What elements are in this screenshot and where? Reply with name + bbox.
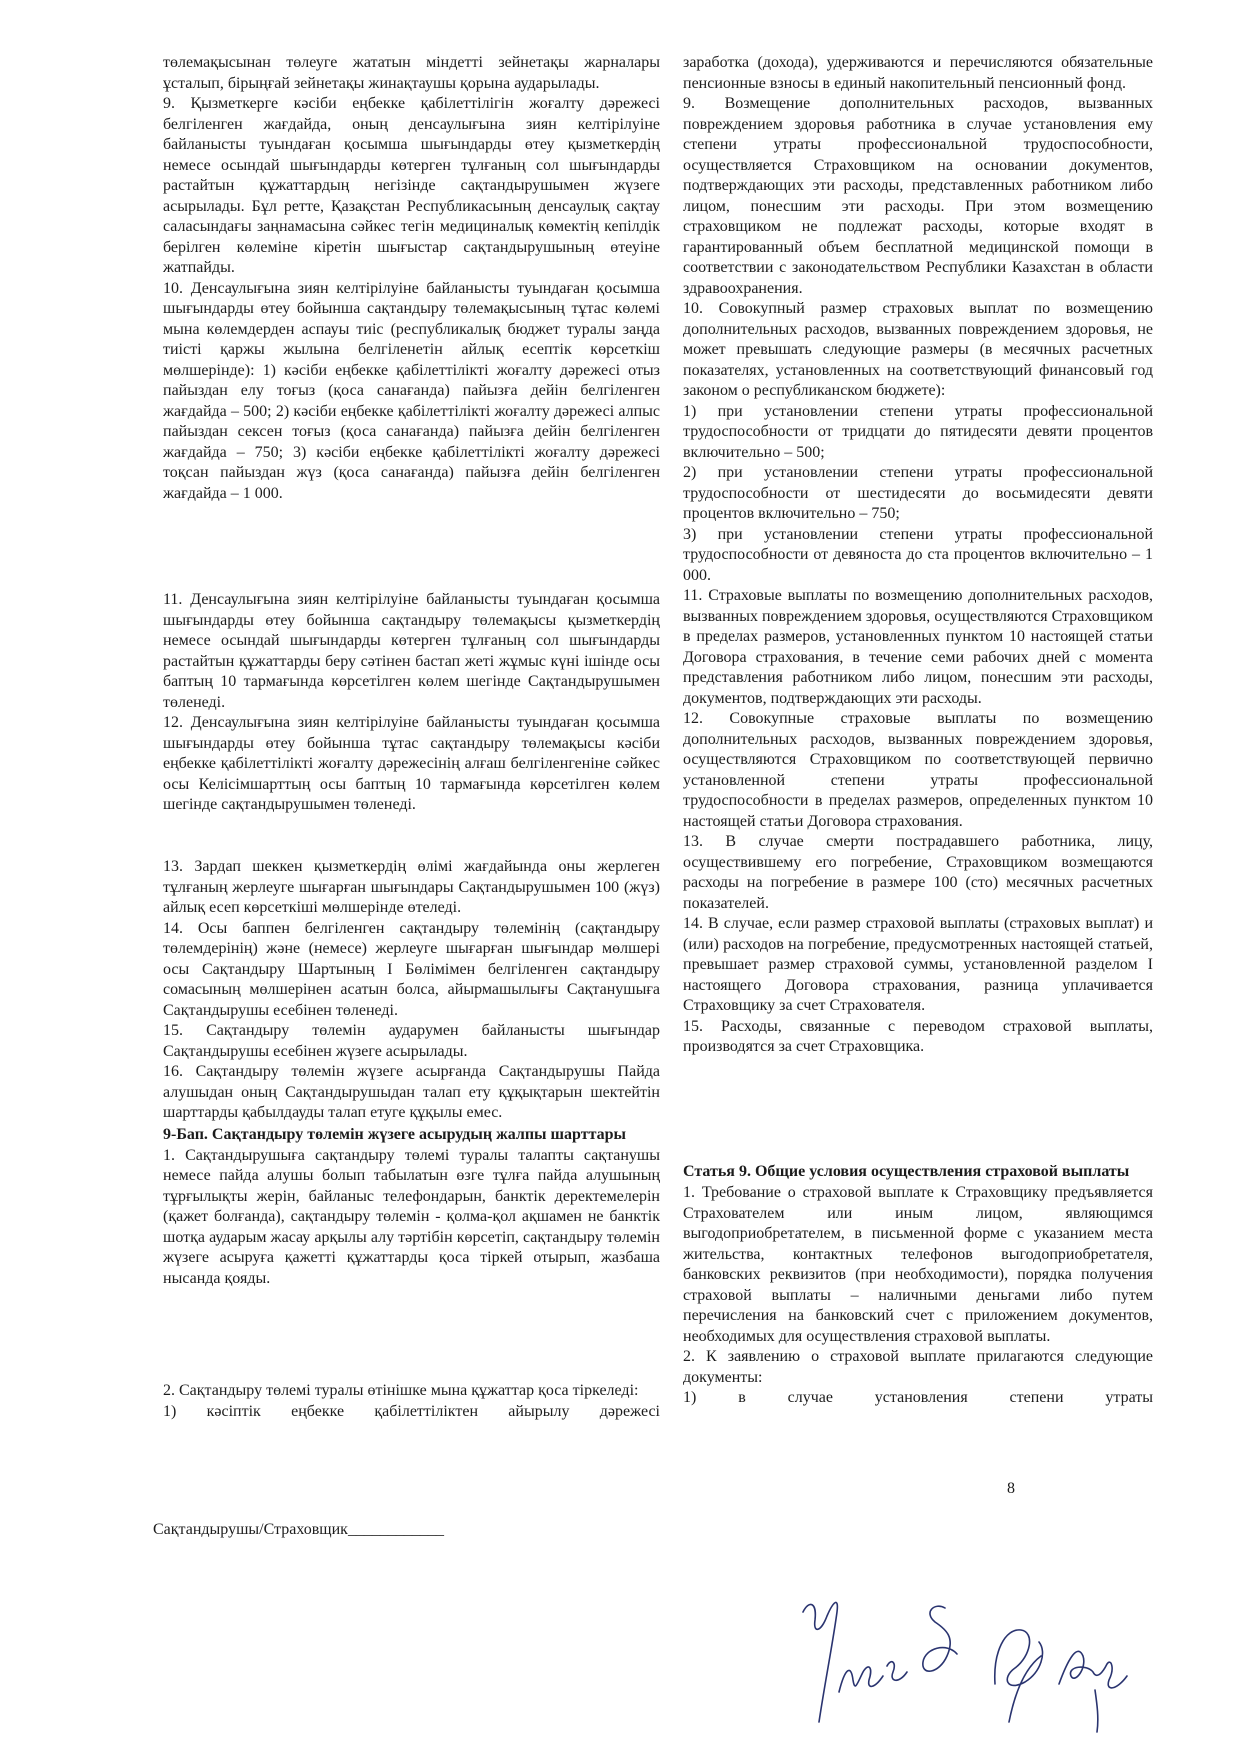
russian-paragraph-continuation: заработка (дохода), удерживаются и перечисляются обязательные пенсионные взносы в единый накопительный пенсионный фонд. [683, 54, 1153, 92]
kazakh-paragraph-13: 13. Зардап шеккен қызметкердің өлімі жағдайында оны жерлеген тұлғаның жерлеуге шығарған шығындары Сақтандырушымен 100 (жүз) айлық есеп көрсеткіші мөлшерінде өтеледі. [163, 858, 660, 916]
kazakh-article-9-item-1: 1) кәсіптік еңбекке қабілеттіліктен айырылу дәрежесі [163, 1402, 660, 1420]
signature-stroke-4 [923, 1606, 957, 1671]
page-number: 8 [1007, 1480, 1015, 1497]
russian-paragraph-10-item-3: 3) при установлении степени утраты профессиональной трудоспособности от девяноста до ста процентов включительно – 1 000. [683, 525, 1153, 584]
kazakh-paragraph-continuation: төлемақысынан төлеуге жататын міндетті зейнетақы жарналары ұсталып, бірыңғай зейнетақы жинақтаушы қорына аударылады. [163, 54, 660, 92]
signature-stroke-2 [839, 1667, 883, 1692]
signature-stroke-1 [803, 1602, 837, 1722]
kazakh-column-block-d [163, 1381, 660, 1422]
russian-article-9-heading: Статья 9. Общие условия осуществления страховой выплаты [683, 1163, 1130, 1180]
russian-column-block-b [683, 1161, 1153, 1409]
kazakh-paragraph-11: 11. Денсаулығына зиян келтірілуіне байланысты туындаған қосымша шығындарды өтеу бойынша сақтандыру төлемақысы қызметкердің немесе осындай шығындарды көтерген тұлғаның сол шығындарды растайтын құжаттарды беру сәтінен бастап жеті жұмыс күні ішінде осы баптың 10 тармағында көрсетілген көлем шегінде Сақтандырушымен төленеді. [163, 591, 660, 711]
signature-stroke-6 [1059, 1651, 1127, 1732]
kazakh-article-9-paragraph-1: 1. Сақтандырушыға сақтандыру төлемі туралы талапты сақтанушы немесе пайда алушы болып табылатын өзге тұлға пайда алушының тұрғылықты жерін, байланыс телефондарын, банктік деректемелерін (қажет болғанда), сақтандыру төлемін - қолма-қол ақшамен не банктік шотқа аударым жасау арқылы алу тәртібін көрсетіп, сақтандыру төлемін жүзеге асыруға қажетті құжаттарды қоса тіркей отырып, жазбаша нысанда қояды. [163, 1146, 660, 1287]
kazakh-paragraph-15: 15. Сақтандыру төлемін аударумен байланысты шығындар Сақтандырушы есебінен жүзеге асырылады. [163, 1022, 660, 1060]
kazakh-paragraph-14: 14. Осы баппен белгіленген сақтандыру төлемінің (сақтандыру төлемдерінің) және (немесе) жерлеуге шығарған шығындар мөлшері осы Сақтандыру Шартының I Бөлімімен белгіленген сақтандыру сомасының мөлшерінен асатын болса, айырмашылығы Сақтанушыға Сақтандырушы есебінен төленеді. [163, 919, 660, 1019]
russian-paragraph-10-item-2: 2) при установлении степени утраты профессиональной трудоспособности от шестидесяти до восьмидесяти девяти процентов включительно – 750; [683, 464, 1153, 522]
russian-paragraph-15: 15. Расходы, связанные с переводом страховой выплаты, производятся за счет Страховщика. [683, 1017, 1153, 1055]
kazakh-article-9-paragraph-2: 2. Сақтандыру төлемі туралы өтінішке мына құжаттар қоса тіркеледі: [163, 1382, 639, 1399]
russian-column-block-a [683, 53, 1153, 1058]
kazakh-paragraph-16: 16. Сақтандыру төлемін жүзеге асырғанда Сақтандырушы Пайда алушыдан оның Сақтандырушыдан талап ету құқықтарын шектейтін шарттарды қабылдауды талап етуге құқылы емес. [163, 1063, 660, 1121]
russian-article-9-paragraph-1: 1. Требование о страховой выплате к Страховщику предъявляется Страхователем или иным лицом, являющимся выгодоприобретателем, в письменной форме с указанием места жительства, контактных телефонов выгодоприобретателя, банковских реквизитов (при необходимости), порядка получения страховой выплаты – наличными деньгами либо путем перечисления на банковский счет с приложением документов, необходимых для осуществления страховой выплаты. [683, 1184, 1153, 1345]
signature-stroke-5 [995, 1630, 1043, 1722]
russian-paragraph-10: 10. Совокупный размер страховых выплат по возмещению дополнительных расходов, вызванных повреждением здоровья, не может превышать следующие размеры (в месячных расчетных показателях, установленных на соответствующий финансовый год законом о республиканском бюджете): [683, 300, 1153, 399]
russian-paragraph-10-item-1: 1) при установлении степени утраты профессиональной трудоспособности от тридцати до пятидесяти девяти процентов включительно – 500; [683, 402, 1153, 461]
russian-article-9-paragraph-2: 2. К заявлению о страховой выплате прилагаются следующие документы: [683, 1348, 1153, 1386]
russian-paragraph-13: 13. В случае смерти пострадавшего работника, лицу, осуществившему его погребение, Страховщиком возмещаются расходы на погребение в размере 100 (сто) месячных расчетных показателей. [683, 833, 1153, 912]
russian-paragraph-9: 9. Возмещение дополнительных расходов, вызванных повреждением здоровья работника в случае установления ему степени утраты профессиональной трудоспособности, осуществляется Страховщиком на основании документов, подтверждающих эти расходы, представленных работником либо лицом, понесшим эти расходы. При этом возмещению страховщиком не подлежат расходы, которые входят в гарантированный объем бесплатной медицинской помощи в соответствии с законодательством Республики Казахстан в области здравоохранения. [683, 95, 1153, 297]
russian-paragraph-12: 12. Совокупные страховые выплаты по возмещению дополнительных расходов, вызванных повреждением здоровья, осуществляются Страховщиком по соответствующей первично установленной степени утраты профессиональной трудоспособности в пределах размеров, определенных пунктом 10 настоящей статьи Договора страхования. [683, 710, 1153, 830]
russian-paragraph-14: 14. В случае, если размер страховой выплаты (страховых выплат) и (или) расходов на погребение, предусмотренных настоящей статьей, превышает размер страховой суммы, установленной разделом I настоящего Договора страхования, разница уплачивается Страховщику за счет Страхователя. [683, 915, 1153, 1014]
insurer-signature-line: Сақтандырушы/Страховщик____________ [153, 1521, 444, 1538]
kazakh-paragraph-10: 10. Денсаулығына зиян келтірілуіне байланысты туындаған қосымша шығындарды өтеу бойынша сақтандыру төлемақысының тұтас көлемі мына көлемдерден аспауы тиіс (республикалық бюджет туралы заңда тиісті қаржы жылына белгіленетін айлық есептік көрсеткіш мөлшерінде): 1) кәсіби еңбекке қабілеттілікті жоғалту дәрежесі отыз пайыздан елу тоғыз (қоса санағанда) пайызға дейін белгіленген жағдайда – 500; 2) кәсіби еңбекке қабілеттілікті жоғалту дәрежесі алпыс пайыздан сексен тоғыз (қоса санағанда) пайызға дейін белгіленген жағдайда – 750; 3) кәсіби еңбекке қабілеттілікті жоғалту дәрежесі тоқсан пайыздан жүз (қоса санағанда) пайызға дейін белгіленген жағдайда – 1 000. [163, 279, 660, 502]
kazakh-paragraph-12: 12. Денсаулығына зиян келтірілуіне байланысты туындаған қосымша шығындарды өтеу бойынша тұтас сақтандыру төлемақысы кәсіби еңбекке қабілеттілікті жоғалту дәрежесінің алғаш белгіленгеніне сәйкес осы Келісімшарттың осы баптың 10 тармағында көрсетілген көлем шегінде сақтандырушымен төленеді. [163, 714, 660, 813]
kazakh-column-block-c [163, 857, 660, 1289]
kazakh-article-9-heading: 9-Бап. Сақтандыру төлемін жүзеге асырудың жалпы шарттары [163, 1125, 627, 1143]
handwritten-signatures [795, 1572, 1140, 1744]
russian-article-9-item-1: 1) в случае установления степени утраты [683, 1389, 1153, 1406]
signature-stroke-3 [887, 1662, 907, 1681]
kazakh-column-block-a [163, 53, 660, 504]
russian-paragraph-11: 11. Страховые выплаты по возмещению дополнительных расходов, вызванных повреждением здоровья, осуществляются Страховщиком в пределах размеров, установленных пунктом 10 настоящей статьи Договора страхования, в течение семи рабочих дней с момента представления работником либо лицом, понесшим эти расходы, документов, подтверждающих эти расходы. [683, 587, 1153, 707]
kazakh-paragraph-9: 9. Қызметкерге кәсіби еңбекке қабілеттілігін жоғалту дәрежесі белгіленген жағдайда, оның денсаулығына зиян келтірілуіне байланысты туындаған қосымша шығындарды өтеу қызметкердің немесе осындай шығындарды көтерген тұлғаның сол шығындарды растайтын құжаттардың негізінде сақтандырушымен жүзеге асырылады. Бұл ретте, Қазақстан Республикасының денсаулық сақтау саласындағы заңнамасына сәйкес тегін медициналық көмектің кепілдік берілген көлеміне кіретін шығыстар сақтандырушының өтеуіне жатпайды. [163, 95, 660, 276]
kazakh-column-block-b [163, 590, 660, 816]
